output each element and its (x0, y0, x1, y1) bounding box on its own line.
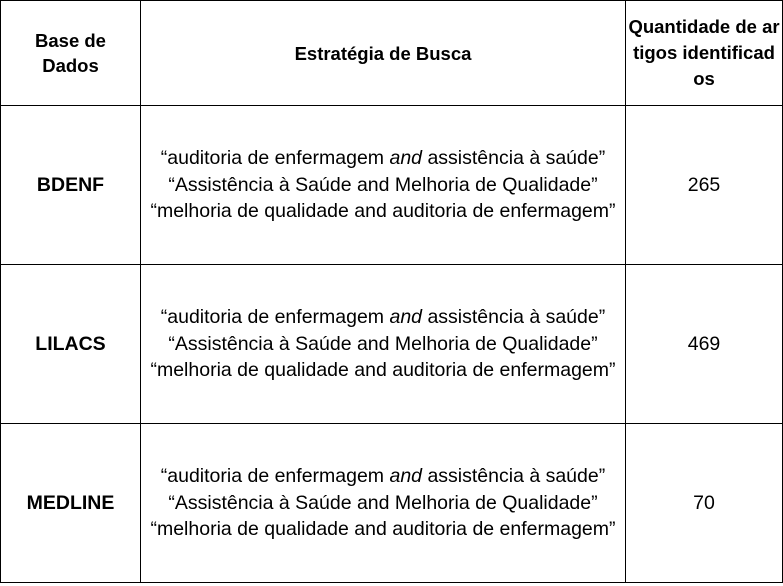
strategy-line-3: “melhoria de qualidade and auditoria de enfermagem” (150, 518, 616, 541)
strategy-cell (141, 106, 626, 265)
header-strategy: Estratégia de Busca (141, 1, 626, 106)
strategy-line-3: “melhoria de qualidade and auditoria de enfermagem” (150, 200, 616, 223)
strategy-cell (141, 265, 626, 424)
strategy-line-2: “Assistência à Saúde and Melhoria de Qualidade” (168, 491, 598, 514)
table-row (1, 424, 783, 583)
header-database: Base de Dados (1, 1, 141, 106)
count-cell: 265 (626, 106, 783, 265)
table-header-row (1, 1, 783, 106)
strategy-line-2: “Assistência à Saúde and Melhoria de Qualidade” (168, 173, 598, 196)
database-cell: MEDLINE (1, 424, 141, 583)
header-quantity: Quantidade de artigos identificados (626, 1, 783, 106)
strategy-line-3: “melhoria de qualidade and auditoria de enfermagem” (150, 359, 616, 382)
strategy-line-1: “auditoria de enfermagem and assistência à saúde” (160, 147, 606, 170)
table-row (1, 265, 783, 424)
table-row (1, 106, 783, 265)
database-cell: LILACS (1, 265, 141, 424)
strategy-cell (141, 424, 626, 583)
count-cell: 70 (626, 424, 783, 583)
strategy-line-2: “Assistência à Saúde and Melhoria de Qualidade” (168, 332, 598, 355)
database-cell: BDENF (1, 106, 141, 265)
strategy-line-1: “auditoria de enfermagem and assistência à saúde” (160, 306, 606, 329)
strategy-line-1: “auditoria de enfermagem and assistência à saúde” (160, 465, 606, 488)
count-cell: 469 (626, 265, 783, 424)
